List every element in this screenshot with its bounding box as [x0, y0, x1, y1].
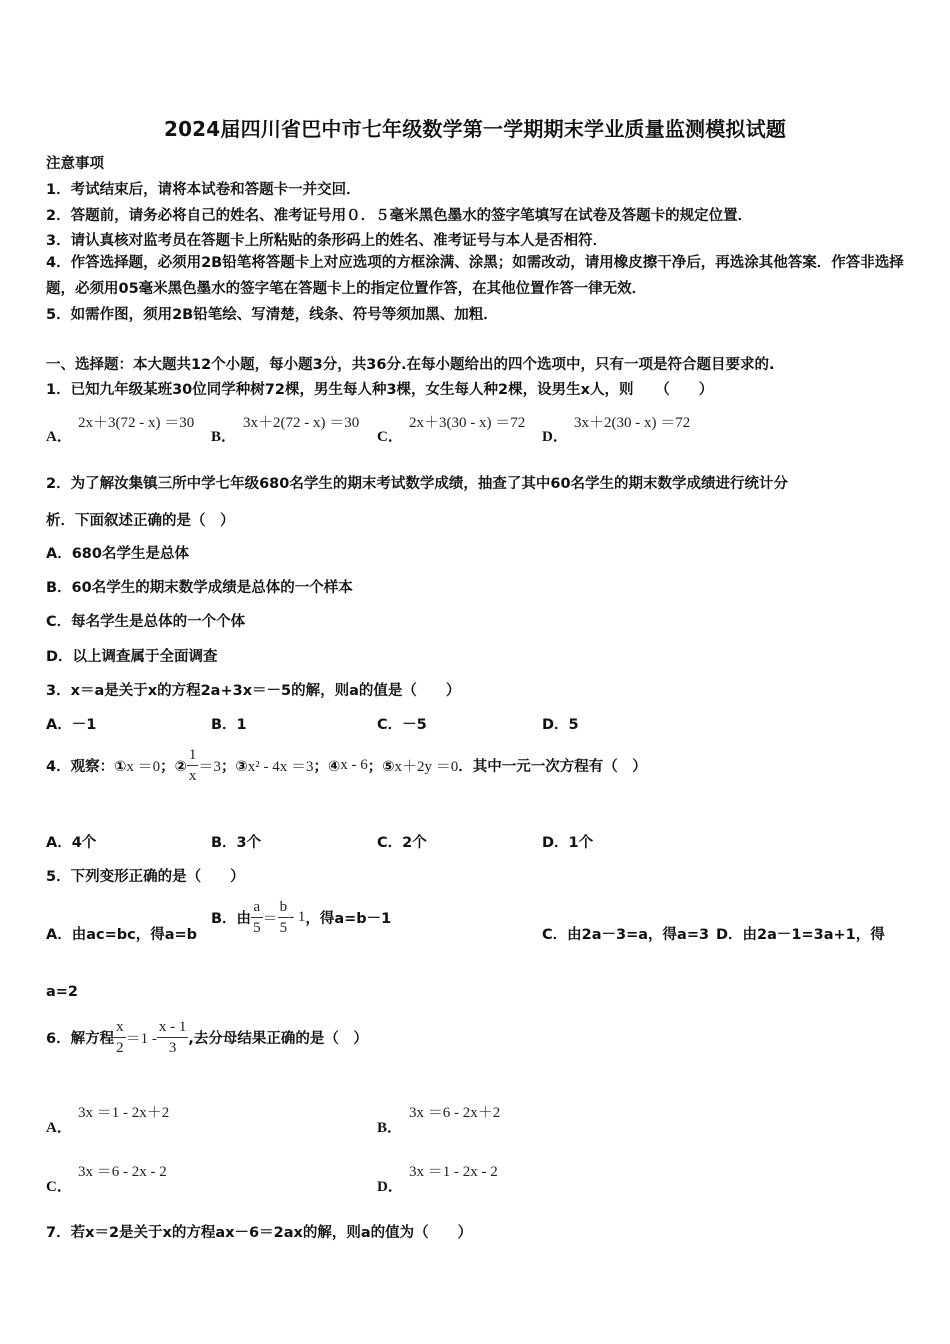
q5-b-denominator-1: 5	[253, 920, 261, 936]
q6-option-b-label: B．	[377, 1120, 403, 1136]
q6-option-d-label: D．	[377, 1179, 403, 1195]
q1-option-a: 2x＋3(72 - x) ＝30	[78, 415, 195, 431]
q2-option-a: A．680名学生是总体	[46, 546, 189, 562]
notice-item-4: 4．作答选择题，必须用2B铅笔将答题卡上对应选项的方框涂满、涂黑；如需改动，请用橡皮擦干净后，再选涂其他答案．作答非选择题，必须用05毫米黑色墨水的签字笔在答题卡上的指定位置作答，在其他位置作答一律无效．	[46, 255, 904, 297]
q5-option-d-continued: a=2	[46, 984, 79, 1000]
q4-expr-2-numerator: 1	[187, 745, 199, 766]
q4-sep-1: ；②	[160, 759, 187, 775]
q5-b-tail: - 1	[289, 909, 306, 925]
q1-option-c-label: C．	[377, 429, 403, 445]
q4-option-c: C．2个	[377, 835, 427, 851]
q4-expr-5: x＋2y ＝0	[394, 759, 459, 775]
q4-expr-2-fraction	[187, 745, 199, 786]
q4-option-a: A．4个	[46, 835, 97, 851]
notice-item-2: 2．答题前，请务必将自己的姓名、准考证号用０．５毫米黑色墨水的签字笔填写在试卷及答题卡的规定位置．	[46, 208, 753, 224]
q5-b-denominator-2: 5	[279, 920, 288, 936]
q5-b-equals: ＝	[262, 911, 278, 927]
q1-option-d: 3x＋2(30 - x) ＝72	[574, 415, 691, 431]
q4-expr-1: x ＝0	[126, 759, 161, 775]
q1-option-c: 2x＋3(30 - x) ＝72	[409, 415, 526, 431]
q5-b-suffix: ，得a=b－1	[305, 911, 392, 927]
q1-option-b: 3x＋2(72 - x) ＝30	[243, 415, 360, 431]
q6-option-c-label: C．	[46, 1179, 72, 1195]
q6-option-c: 3x ＝6 - 2x - 2	[78, 1164, 167, 1180]
q3-option-c: C．－5	[377, 717, 427, 733]
q6-middle: ＝1 -	[125, 1031, 157, 1047]
notice-item-5: 5．如需作图，须用2B铅笔绘、写清楚，线条、符号等须加黑、加粗．	[46, 307, 498, 323]
q5-b-numerator-2: b	[278, 897, 290, 918]
q6-denominator-2: 3	[168, 1040, 177, 1056]
q4-option-b: B．3个	[211, 835, 262, 851]
q5-b-fraction-1	[251, 897, 263, 938]
q4-expr-2-denominator: x	[188, 768, 197, 784]
question-3-stem: 3．x＝a是关于x的方程2a+3x＝－5的解，则a的值是（ ）	[46, 683, 461, 699]
q5-option-d: D．由2a－1=3a+1，得	[716, 927, 885, 943]
q4-sep-2: ；③	[220, 759, 248, 775]
q4-sep-3: ；④	[313, 759, 341, 775]
q4-expr-3: x² - 4x ＝3	[247, 759, 314, 775]
notice-heading: 注意事项	[46, 156, 104, 172]
notice-item-3: 3．请认真核对监考员在答题卡上所粘贴的条形码上的姓名、准考证号与本人是否相符．	[46, 233, 608, 249]
question-7-stem: 7．若x＝2是关于x的方程ax－6＝2ax的解，则a的值为（ ）	[46, 1225, 473, 1241]
q1-option-b-label: B．	[211, 429, 237, 445]
q1-option-a-label: A．	[46, 429, 72, 445]
q5-option-b	[211, 897, 391, 957]
q1-option-d-label: D．	[542, 429, 568, 445]
q4-expr-4: x - 6	[340, 757, 368, 773]
q5-option-a: A．由ac=bc，得a=b	[46, 927, 198, 943]
question-4-stem	[46, 745, 647, 805]
q3-option-a: A．－1	[46, 717, 97, 733]
q6-denominator-1: 2	[116, 1040, 124, 1056]
section-heading: 一、选择题：本大题共12个小题，每小题3分，共36分.在每小题给出的四个选项中，只有一项是符合题目要求的.	[46, 357, 775, 373]
q2-option-b: B．60名学生的期末数学成绩是总体的一个样本	[46, 580, 353, 596]
q5-b-prefix: B．由	[211, 911, 252, 927]
q4-suffix: ．其中一元一次方程有（ ）	[458, 759, 647, 775]
question-6-stem	[46, 1017, 368, 1077]
q6-numerator-1: x	[114, 1017, 126, 1038]
q5-b-numerator-1: a	[251, 897, 263, 918]
q6-numerator-2: x - 1	[157, 1017, 189, 1038]
q6-option-a-label: A．	[46, 1120, 72, 1136]
q6-suffix: ,去分母结果正确的是（ ）	[188, 1031, 368, 1047]
q6-prefix: 6．解方程	[46, 1031, 115, 1047]
q4-prefix: 4．观察：①	[46, 759, 127, 775]
q6-option-d: 3x ＝1 - 2x - 2	[409, 1164, 498, 1180]
q6-option-b: 3x ＝6 - 2x＋2	[409, 1105, 501, 1121]
q5-b-fraction-2	[278, 897, 290, 938]
q6-option-a: 3x ＝1 - 2x＋2	[78, 1105, 170, 1121]
q3-option-b: B．1	[211, 717, 247, 733]
notice-item-1: 1．考试结束后，请将本试卷和答题卡一并交回．	[46, 182, 361, 198]
page-title: 2024届四川省巴中市七年级数学第一学期期末学业质量监测模拟试题	[163, 117, 787, 141]
q4-expr-2-rhs: ＝3	[198, 759, 221, 775]
q2-option-c: C．每名学生是总体的一个个体	[46, 614, 246, 630]
question-1-stem: 1．已知九年级某班30位同学种树72棵，男生每人种3棵，女生每人种2棵，设男生x人，则 （ ）	[46, 382, 714, 398]
q6-fraction-2	[157, 1017, 189, 1058]
q2-option-d: D．以上调查属于全面调查	[46, 649, 218, 665]
question-5-stem: 5．下列变形正确的是（ ）	[46, 869, 245, 885]
question-2-stem-line2: 析．下面叙述正确的是（ ）	[46, 513, 235, 529]
q3-option-d: D．5	[542, 717, 579, 733]
question-2-stem-line1: 2．为了解汝集镇三所中学七年级680名学生的期末考试数学成绩，抽查了其中60名学生的期末数学成绩进行统计分	[46, 476, 789, 492]
q5-option-c: C．由2a－3=a，得a=3	[542, 927, 710, 943]
q6-fraction-1	[114, 1017, 126, 1058]
q4-option-d: D．1个	[542, 835, 594, 851]
q4-sep-4: ；⑤	[367, 759, 395, 775]
